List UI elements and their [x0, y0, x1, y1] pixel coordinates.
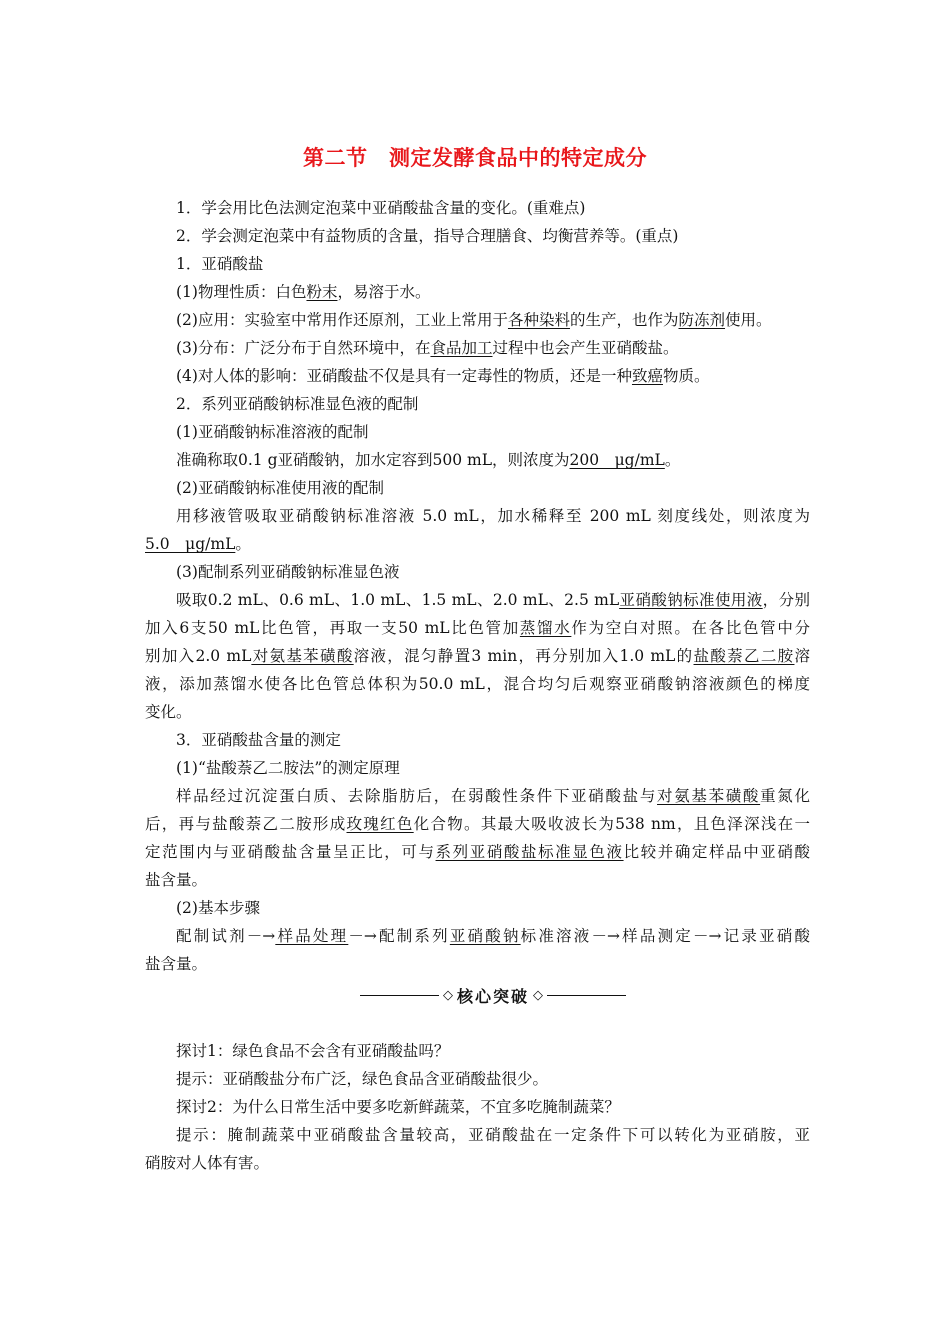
- subheading-standard-solution: (1)亚硝酸钠标准溶液的配制: [176, 423, 369, 441]
- principle-line-3: 定范围内与亚硝酸盐含量呈正比，可与系列亚硝酸盐标准显色液比较并确定样品中亚硝酸: [145, 843, 810, 861]
- principle-line-2: 后，再与盐酸萘乙二胺形成玫瑰红色化合物。其最大吸收波长为538 nm，且色泽深浅在一: [145, 815, 810, 833]
- heading-nitrite-determination: 3．亚硝酸盐含量的测定: [176, 731, 341, 749]
- heading-standard-solution: 2．系列亚硝酸钠标准显色液的配制: [176, 395, 419, 413]
- diamond-icon: ◇: [443, 987, 453, 1003]
- nitrite-application: (2)应用：实验室中常用作还原剂，工业上常用于各种染料的生产，也作为防冻剂使用。: [176, 311, 772, 329]
- standard-solution-text: 准确称取0.1 g亚硝酸钠，加水定容到500 mL，则浓度为200 μg/mL。: [176, 451, 681, 469]
- question-2: 探讨2：为什么日常生活中要多吃新鲜蔬菜，不宜多吃腌制蔬菜？: [176, 1098, 620, 1116]
- core-breakthrough-divider: [360, 985, 626, 1005]
- hint-2-line-2: 硝胺对人体有害。: [145, 1154, 270, 1172]
- subheading-working-solution: (2)亚硝酸钠标准使用液的配制: [176, 479, 384, 497]
- divider-label: 核心突破: [457, 986, 530, 1006]
- section-title: 第二节 测定发酵食品中的特定成分: [303, 146, 647, 170]
- color-series-line-5: 变化。: [145, 703, 192, 721]
- divider-line-left: [360, 995, 439, 996]
- nitrite-distribution: (3)分布：广泛分布于自然环境中，在食品加工过程中也会产生亚硝酸盐。: [176, 339, 679, 357]
- color-series-line-3: 别加入2.0 mL对氨基苯磺酸溶液，混匀静置3 min，再分别加入1.0 mL的盐酸萘乙二胺溶: [145, 647, 810, 665]
- diamond-icon: ◇: [533, 987, 544, 1003]
- heading-nitrite: 1．亚硝酸盐: [176, 255, 264, 273]
- basic-steps-line-2: 盐含量。: [145, 955, 208, 973]
- hint-2-line-1: 提示：腌制蔬菜中亚硝酸盐含量较高，亚硝酸盐在一定条件下可以转化为亚硝胺，亚: [176, 1126, 810, 1144]
- working-solution-concentration: 5.0 μg/mL。: [145, 535, 251, 553]
- principle-line-4: 盐含量。: [145, 871, 208, 889]
- divider-line-right: [547, 995, 626, 996]
- objective-1: 1．学会用比色法测定泡菜中亚硝酸盐含量的变化。(重难点): [176, 199, 586, 217]
- hint-1: 提示：亚硝酸盐分布广泛，绿色食品含亚硝酸盐很少。: [176, 1070, 549, 1088]
- objective-2: 2．学会测定泡菜中有益物质的含量，指导合理膳食、均衡营养等。(重点): [176, 227, 679, 245]
- basic-steps-line-1: 配制试剂－→样品处理－→配制系列亚硝酸钠标准溶液－→样品测定－→记录亚硝酸: [176, 927, 810, 945]
- principle-line-1: 样品经过沉淀蛋白质、去除脂肪后，在弱酸性条件下亚硝酸盐与对氨基苯磺酸重氮化: [176, 787, 810, 805]
- subheading-principle: (1)“盐酸萘乙二胺法”的测定原理: [176, 759, 400, 777]
- color-series-line-4: 液，添加蒸馏水使各比色管总体积为50.0 mL，混合均匀后观察亚硝酸钠溶液颜色的梯度: [145, 675, 810, 693]
- nitrite-physical-property: (1)物理性质：白色粉末，易溶于水。: [176, 283, 431, 301]
- subheading-basic-steps: (2)基本步骤: [176, 899, 260, 917]
- question-1: 探讨1：绿色食品不会含有亚硝酸盐吗？: [176, 1042, 450, 1060]
- subheading-color-series: (3)配制系列亚硝酸钠标准显色液: [176, 563, 400, 581]
- color-series-line-1: 吸取0.2 mL、0.6 mL、1.0 mL、1.5 mL、2.0 mL、2.5 mL亚硝酸钠标准使用液，分别: [176, 591, 810, 609]
- nitrite-health-effect: (4)对人体的影响：亚硝酸盐不仅是具有一定毒性的物质，还是一种致癌物质。: [176, 367, 710, 385]
- color-series-line-2: 加入6支50 mL比色管，再取一支50 mL比色管加蒸馏水作为空白对照。在各比色管中分: [145, 619, 810, 637]
- working-solution-text: 用移液管吸取亚硝酸钠标准溶液 5.0 mL，加水稀释至 200 mL 刻度线处，则浓度为: [176, 507, 810, 525]
